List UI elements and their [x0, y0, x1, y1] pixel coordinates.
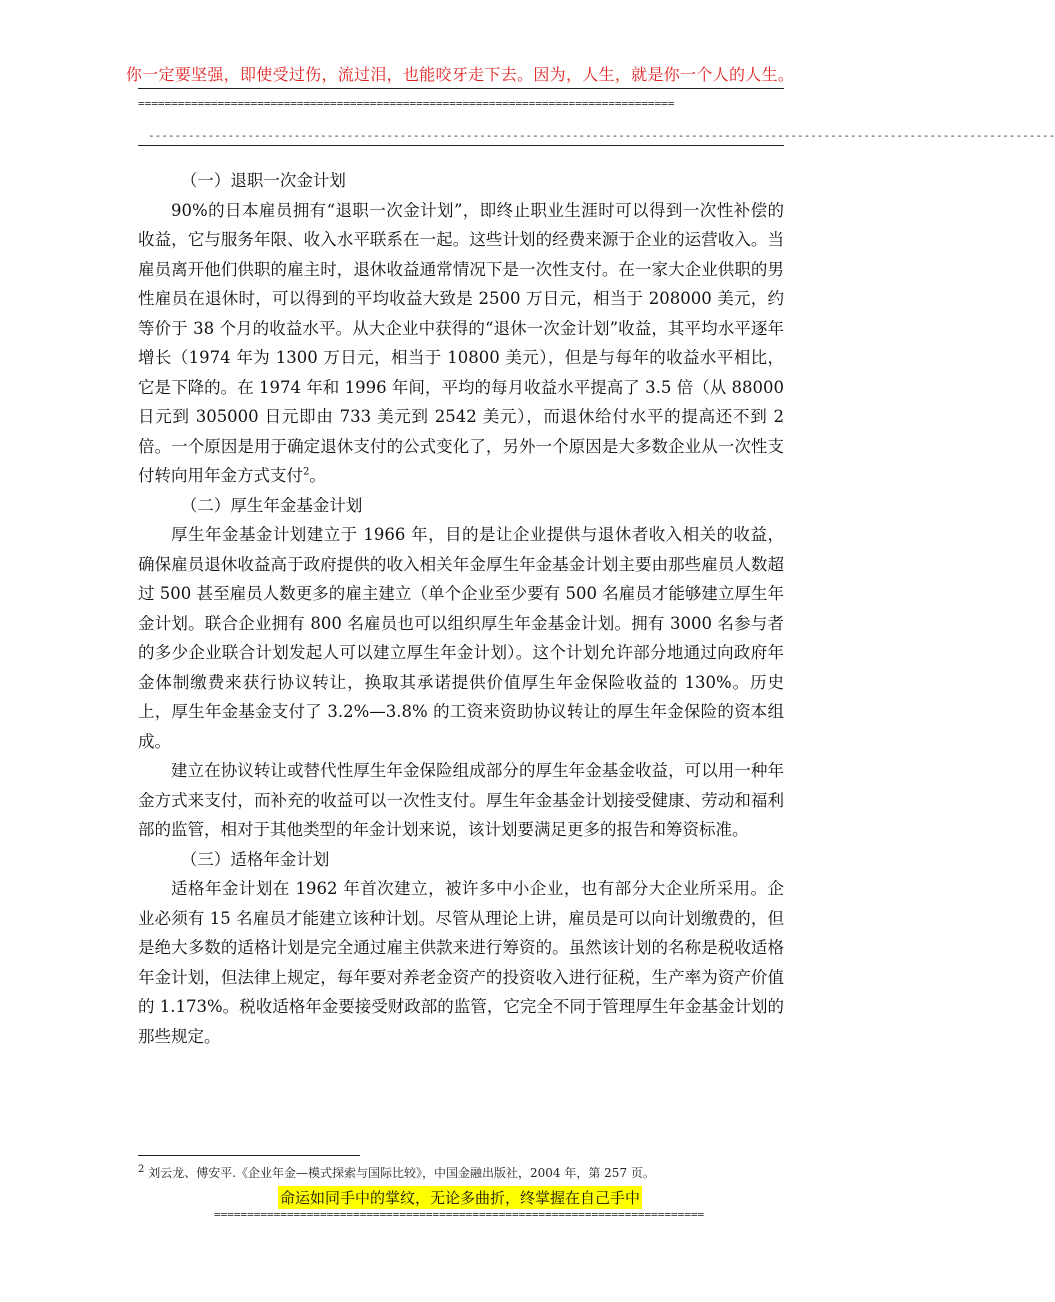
- footnote-text: 刘云龙、傅安平.《企业年金—模式探索与国际比较》，中国金融出版社，2004 年，第 257 页。: [144, 1166, 655, 1180]
- footer-motto-container: [0, 1186, 920, 1209]
- footnote-separator: [138, 1155, 360, 1156]
- header-motto: 你一定要坚强，即使受过伤，流过泪，也能咬牙走下去。因为，人生，就是你一个人的人生。: [125, 65, 795, 84]
- footer-motto: 命运如同手中的掌纹，无论多曲折，终掌握在自己手中: [278, 1186, 642, 1209]
- document-body: [138, 166, 784, 1051]
- paragraph: 适格年金计划在 1962 年首次建立，被许多中小企业，也有部分大企业所采用。企业必须有 15 名雇员才能建立该种计划。尽管从理论上讲，雇员是可以向计划缴费的，但是绝大多数的适格计划是完全通过雇主供款来进行筹资的。虽然该计划的名称是税收适格年金计划，但法律上规定，每年要对养老金资产的投资收入进行征税，生产率为资产价值的 1.173%。税收适格年金要接受财政部的监管，它完全不同于管理厚生年金基金计划的那些规定。: [138, 879, 784, 1046]
- paragraph-end: 。: [309, 466, 326, 485]
- paragraph: [138, 196, 784, 491]
- footnote-marker[interactable]: 2: [303, 466, 310, 478]
- section-heading: （一）退职一次金计划: [180, 171, 346, 190]
- header-bottom-divider: [138, 145, 784, 146]
- header-equals-rule: =================================================================================: [138, 97, 675, 110]
- header-dash-rule: -----------------------------------------------------------------------------------------------------------------------------------------: [148, 129, 1055, 142]
- header-divider: [138, 88, 784, 89]
- footnote-number: 2: [138, 1164, 145, 1175]
- footnote: [138, 1164, 784, 1181]
- section-heading: （二）厚生年金基金计划: [180, 495, 363, 515]
- paragraph: 建立在协议转让或替代性厚生年金保险组成部分的厚生年金基金收益，可以用一种年金方式来支付，而补充的收益可以一次性支付。厚生年金基金计划接受健康、劳动和福利部的监管，相对于其他类型的年金计划来说，该计划要满足更多的报告和筹资标准。: [138, 761, 784, 839]
- footer-equals-rule: ==========================================================================: [214, 1208, 705, 1221]
- paragraph-text: 90%的日本雇员拥有“退职一次金计划”，即终止职业生涯时可以得到一次性补偿的收益，它与服务年限、收入水平联系在一起。这些计划的经费来源于企业的运营收入。当雇员离开他们供职的雇主时，退休收益通常情况下是一次性支付。在一家大企业供职的男性雇员在退休时，可以得到的平均收益大致是 2500 万日元，相当于 208000 美元，约等价于 38 个月的收益水平。从大企业中获得的“退休一次金计划”收益，其平均水平逐年增长（1974 年为 1300 万日元，相当于 10800 美元），但是与每年的收益水平相比，它是下降的。在 1974 年和 1996 年间，平均的每月收益水平提高了 3.5 倍（从 88000 日元到 305000 日元即由 733 美元到 2542 美元），而退休给付水平的提高还不到 2 倍。一个原因是用于确定退休支付的公式变化了，另外一个原因是大多数企业从一次性支付转向用年金方式支付: [138, 200, 784, 485]
- section-heading: （三）适格年金计划: [180, 849, 330, 869]
- paragraph: 厚生年金基金计划建立于 1966 年，目的是让企业提供与退休者收入相关的收益，确保雇员退休收益高于政府提供的收入相关年金厚生年金基金计划主要由那些雇员人数超过 500 甚至雇员人数更多的雇主建立（单个企业至少要有 500 名雇员才能够建立厚生年金计划。联合企业拥有 800 名雇员也可以组织厚生年金基金计划。拥有 3000 名参与者的多少企业联合计划发起人可以建立厚生年金计划）。这个计划允许部分地通过向政府年金体制缴费来获行协议转让，换取其承诺提供价值厚生年金保险收益的 130%。历史上，厚生年金基金支付了 3.2%—3.8% 的工资来资助协议转让的厚生年金保险的资本组成。: [138, 525, 784, 751]
